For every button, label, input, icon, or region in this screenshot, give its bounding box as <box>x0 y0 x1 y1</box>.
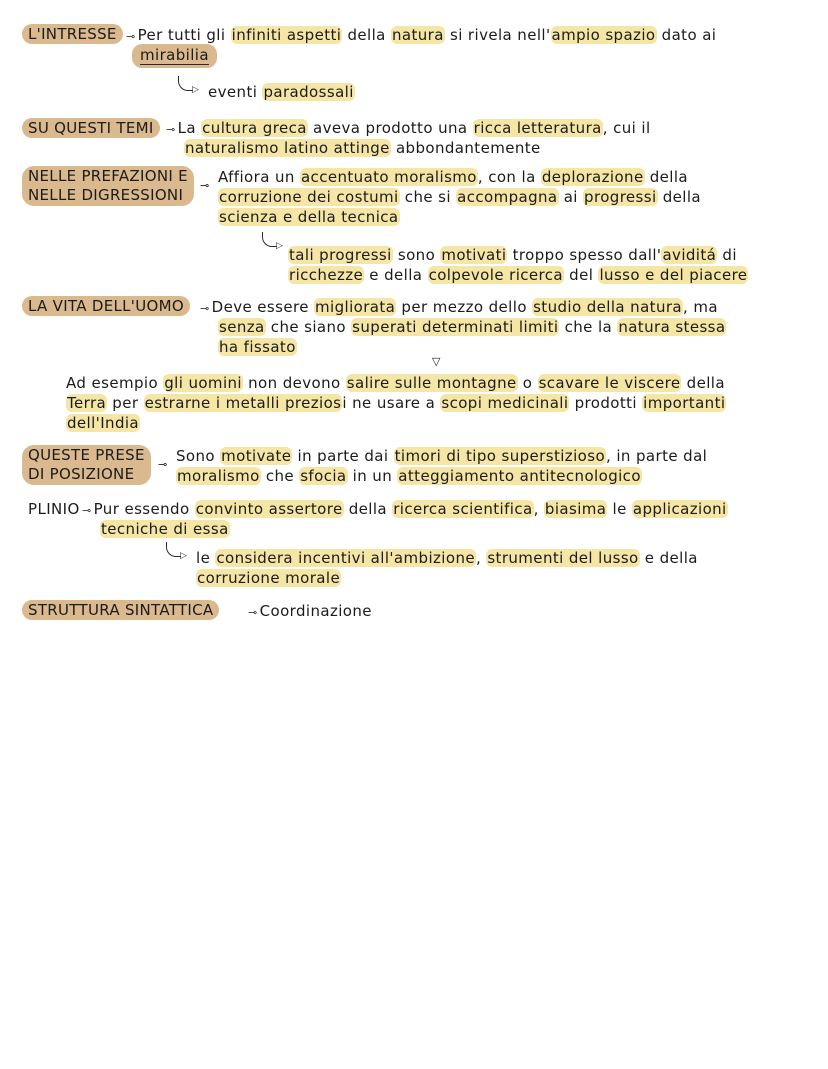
label-struttura: STRUTTURA SINTATTICA <box>22 600 219 620</box>
label-vita: LA VITA DELL'UOMO <box>22 296 190 316</box>
esempio-line2: Terra per estrarne i metalli preziosi ne usare a scopi medicinali prodotti importanti <box>67 394 726 412</box>
mirabilia-pill: mirabilia <box>132 44 217 68</box>
esempio-line3: dell'India <box>67 414 140 432</box>
plinio-line1: ⊸ Pur essendo convinto assertore della ricerca scientifica, biasima le applicazioni <box>80 499 728 521</box>
arrow-right-icon: ⊸ <box>166 123 176 136</box>
prefazioni-sub-line2: ricchezze e della colpevole ricerca del lusso e del piacere <box>289 266 748 284</box>
struttura-text: ⊸ Coordinazione <box>246 601 372 623</box>
label-prefazioni: NELLE PREFAZIONI E NELLE DIGRESSIONI <box>22 166 194 206</box>
arrow-right-icon: ⊸ <box>248 606 258 619</box>
prefazioni-line1: Affiora un accentuato moralismo, con la deplorazione della <box>218 168 689 186</box>
arrow-right-icon: ⊸ <box>200 179 210 192</box>
prese-line1: Sono motivate in parte dai timori di tipo superstizioso, in parte dal <box>176 447 708 465</box>
hook-arrow-icon <box>178 76 193 91</box>
label-temi: SU QUESTI TEMI <box>22 118 160 138</box>
esempio-line1: Ad esempio gli uomini non devono salire sulle montagne o scavare le viscere della <box>66 374 725 392</box>
vita-line3: ha fissato <box>219 338 296 356</box>
arrow-down-icon: ▽ <box>432 355 441 368</box>
arrow-right-icon: ⊸ <box>158 458 168 471</box>
prefazioni-line3: scienza e della tecnica <box>219 208 399 226</box>
vita-line1: ⊸ Deve essere migliorata per mezzo dello studio della natura, ma <box>198 297 718 319</box>
hook-arrow-icon <box>262 232 277 247</box>
arrow-right-icon: ⊸ <box>126 30 136 43</box>
prefazioni-line2: corruzione dei costumi che si accompagna ai progressi della <box>219 188 702 206</box>
arrow-right-icon: ⊸ <box>200 302 210 315</box>
plinio-sub-line1: le considera incentivi all'ambizione, strumenti del lusso e della <box>196 549 698 567</box>
prefazioni-sub-line1: tali progressi sono motivati troppo spesso dall'aviditá di <box>289 246 737 264</box>
prese-line2: moralismo che sfocia in un atteggiamento antitecnologico <box>177 467 641 485</box>
vita-line2: senza che siano superati determinati limiti che la natura stessa <box>219 318 726 336</box>
label-prese: QUESTE PRESE DI POSIZIONE <box>22 445 151 485</box>
temi-line1: ⊸ La cultura greca aveva prodotto una ricca letteratura, cui il <box>164 118 651 140</box>
interesse-text: ⊸ Per tutti gli infiniti aspetti della natura si rivela nell'ampio spazio dato ai <box>124 25 716 47</box>
label-interesse: L'INTRESSE <box>22 24 123 44</box>
temi-line2: naturalismo latino attinge abbondantemente <box>185 139 541 157</box>
arrow-right-icon: ⊸ <box>82 504 92 517</box>
hook-arrow-icon <box>166 542 181 557</box>
plinio-line2: tecniche di essa <box>101 520 229 538</box>
interesse-sub-text: eventi paradossali <box>208 83 354 101</box>
label-plinio: PLINIO <box>28 500 80 518</box>
plinio-sub-line2: corruzione morale <box>197 569 341 587</box>
